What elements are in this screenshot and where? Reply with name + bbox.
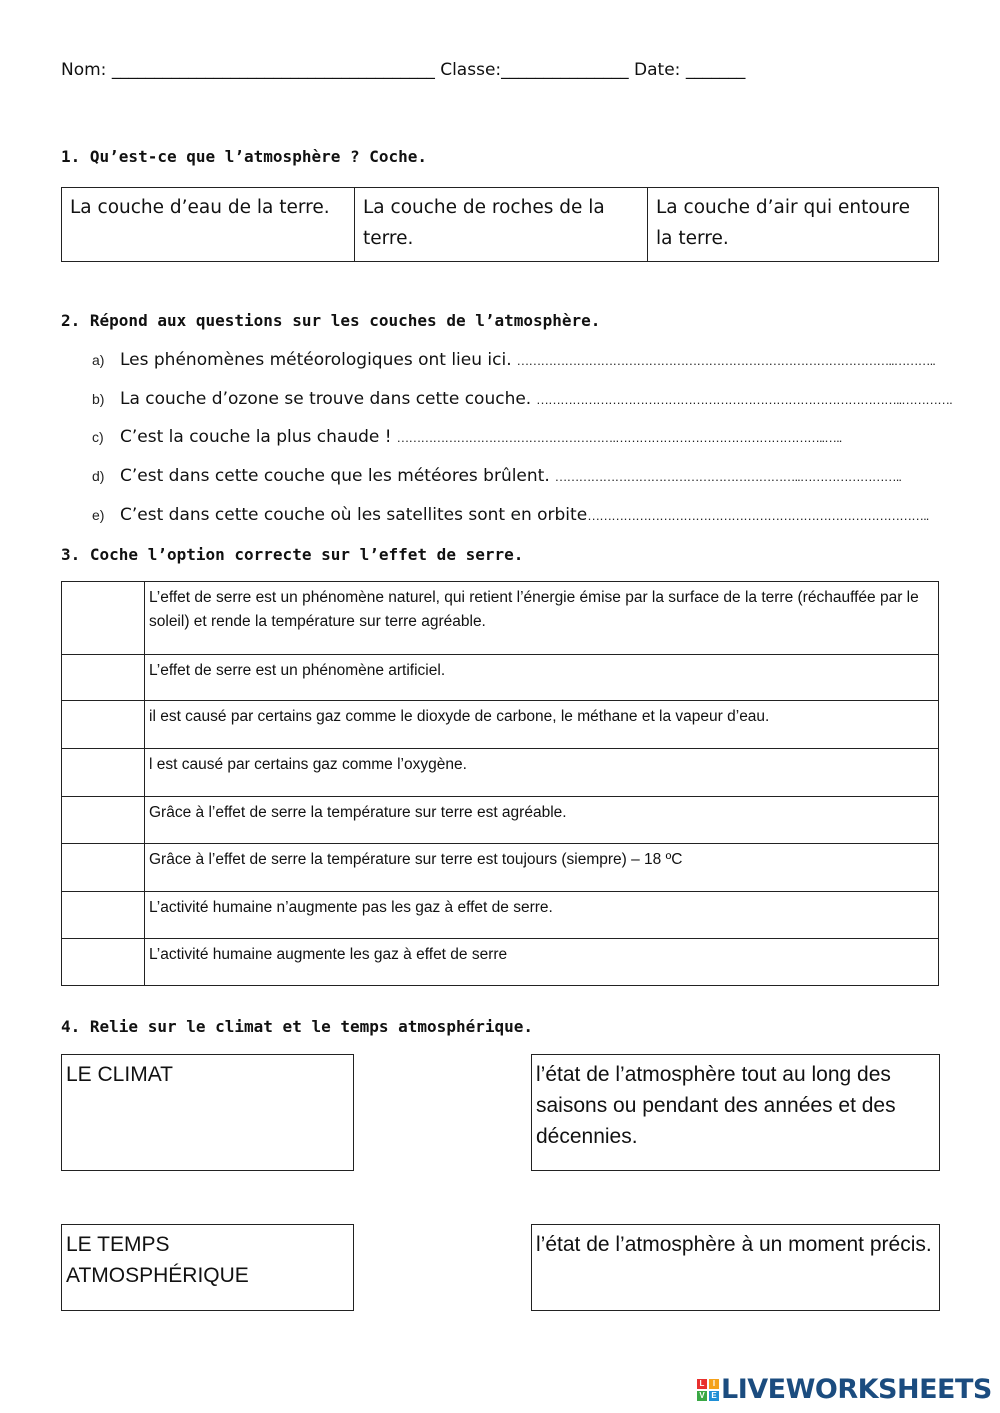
checkbox-cell[interactable] (62, 844, 145, 892)
match-right-temps-definition[interactable]: l’état de l’atmosphère à un moment précis. (531, 1224, 940, 1311)
checkbox-cell[interactable] (62, 655, 145, 701)
checkbox-cell[interactable] (62, 939, 145, 986)
q2-item-text: C’est dans cette couche où les satellites sont en orbite (120, 505, 588, 525)
table-row (62, 939, 939, 986)
q2-item-text: C’est la couche la plus chaude ! (120, 427, 392, 447)
statement-cell: L’effet de serre est un phénomène naturel, qui retient l’énergie émise par la surface de la terre (réchauffée par le soleil) et rende la température sur terre agréable. (145, 582, 939, 655)
q2-item-text: La couche d’ozone se trouve dans cette couche. (120, 389, 532, 409)
logo-letter: E (709, 1391, 719, 1401)
q2-answer-blank[interactable]: ………………………………………………………………………………..…………. (535, 392, 952, 407)
q2-item-letter: c) (92, 429, 104, 445)
q2-item-text: Les phénomènes météorologiques ont lieu ici. (120, 350, 512, 370)
q1-option-2[interactable]: La couche de roches de la terre. (355, 188, 648, 262)
statement-cell: L’effet de serre est un phénomène artificiel. (145, 655, 939, 701)
question-3-table (61, 581, 939, 986)
q2-item-letter: a) (92, 352, 105, 368)
checkbox-cell[interactable] (62, 701, 145, 749)
table-row (62, 749, 939, 797)
date-label: Date: (634, 60, 681, 80)
logo-mark (697, 1379, 719, 1401)
classe-label: Classe: (440, 60, 502, 80)
q2-item-d (92, 466, 901, 486)
table-row (62, 797, 939, 844)
checkbox-cell[interactable] (62, 892, 145, 939)
statement-cell: il est causé par certains gaz comme le dioxyde de carbone, le méthane et la vapeur d’eau. (145, 701, 939, 749)
q2-item-e (92, 505, 928, 525)
q2-item-a (92, 350, 935, 370)
q2-item-c (92, 427, 841, 447)
checkbox-cell[interactable] (62, 582, 145, 655)
logo-wordmark: LIVEWORKSHEETS (721, 1374, 992, 1405)
table-row (62, 844, 939, 892)
statement-cell: l est causé par certains gaz comme l’oxygène. (145, 749, 939, 797)
q2-answer-blank[interactable]: …………………………………………………………………………………..……….. (516, 353, 935, 368)
match-left-temps[interactable]: LE TEMPS ATMOSPHÉRIQUE (61, 1224, 354, 1311)
q2-item-letter: e) (92, 507, 105, 523)
nom-label: Nom: (61, 60, 107, 80)
table-row (62, 892, 939, 939)
q2-answer-blank[interactable]: ………………………………………………………………………….. (587, 508, 929, 523)
q2-item-letter: b) (92, 391, 105, 407)
statement-cell: Grâce à l’effet de serre la température sur terre est agréable. (145, 797, 939, 844)
checkbox-cell[interactable] (62, 749, 145, 797)
statement-cell: Grâce à l’effet de serre la température sur terre est toujours (siempre) – 18 ºC (145, 844, 939, 892)
logo-letter: I (709, 1379, 719, 1389)
table-row (62, 655, 939, 701)
q2-item-b (92, 389, 952, 409)
question-1-heading: 1. Qu’est-ce que l’atmosphère ? Coche. (61, 147, 428, 166)
statement-cell: L’activité humaine n’augmente pas les gaz à effet de serre. (145, 892, 939, 939)
checkbox-cell[interactable] (62, 797, 145, 844)
nom-blank[interactable]: ______________________________________ (111, 60, 435, 80)
student-info-header (61, 60, 745, 80)
q1-option-3[interactable]: La couche d’air qui entoure la terre. (648, 188, 939, 262)
date-blank[interactable]: _______ (685, 60, 746, 80)
match-right-climat-definition[interactable]: l’état de l’atmosphère tout au long des saisons ou pendant des années et des décennies. (531, 1054, 940, 1171)
question-4-heading: 4. Relie sur le climat et le temps atmosphérique. (61, 1017, 534, 1036)
q2-item-letter: d) (92, 468, 105, 484)
question-2-heading: 2. Répond aux questions sur les couches de l’atmosphère. (61, 311, 601, 330)
liveworksheets-logo (697, 1374, 992, 1406)
q2-item-text: C’est dans cette couche que les météores brûlent. (120, 466, 550, 486)
table-row (62, 582, 939, 655)
q2-answer-blank[interactable]: ……………………………………………………..…………………….. (554, 469, 901, 484)
statement-cell: L’activité humaine augmente les gaz à effet de serre (145, 939, 939, 986)
logo-letter: V (697, 1391, 707, 1401)
classe-blank[interactable]: _______________ (501, 60, 629, 80)
q2-answer-blank[interactable]: ……………………………………………….……………………………………………..….. (396, 430, 842, 445)
q1-option-1[interactable]: La couche d’eau de la terre. (62, 188, 355, 262)
question-1-options-table (61, 187, 939, 262)
question-3-heading: 3. Coche l’option correcte sur l’effet de serre. (61, 545, 524, 564)
match-left-climat[interactable]: LE CLIMAT (61, 1054, 354, 1171)
table-row (62, 701, 939, 749)
logo-letter: L (697, 1379, 707, 1389)
